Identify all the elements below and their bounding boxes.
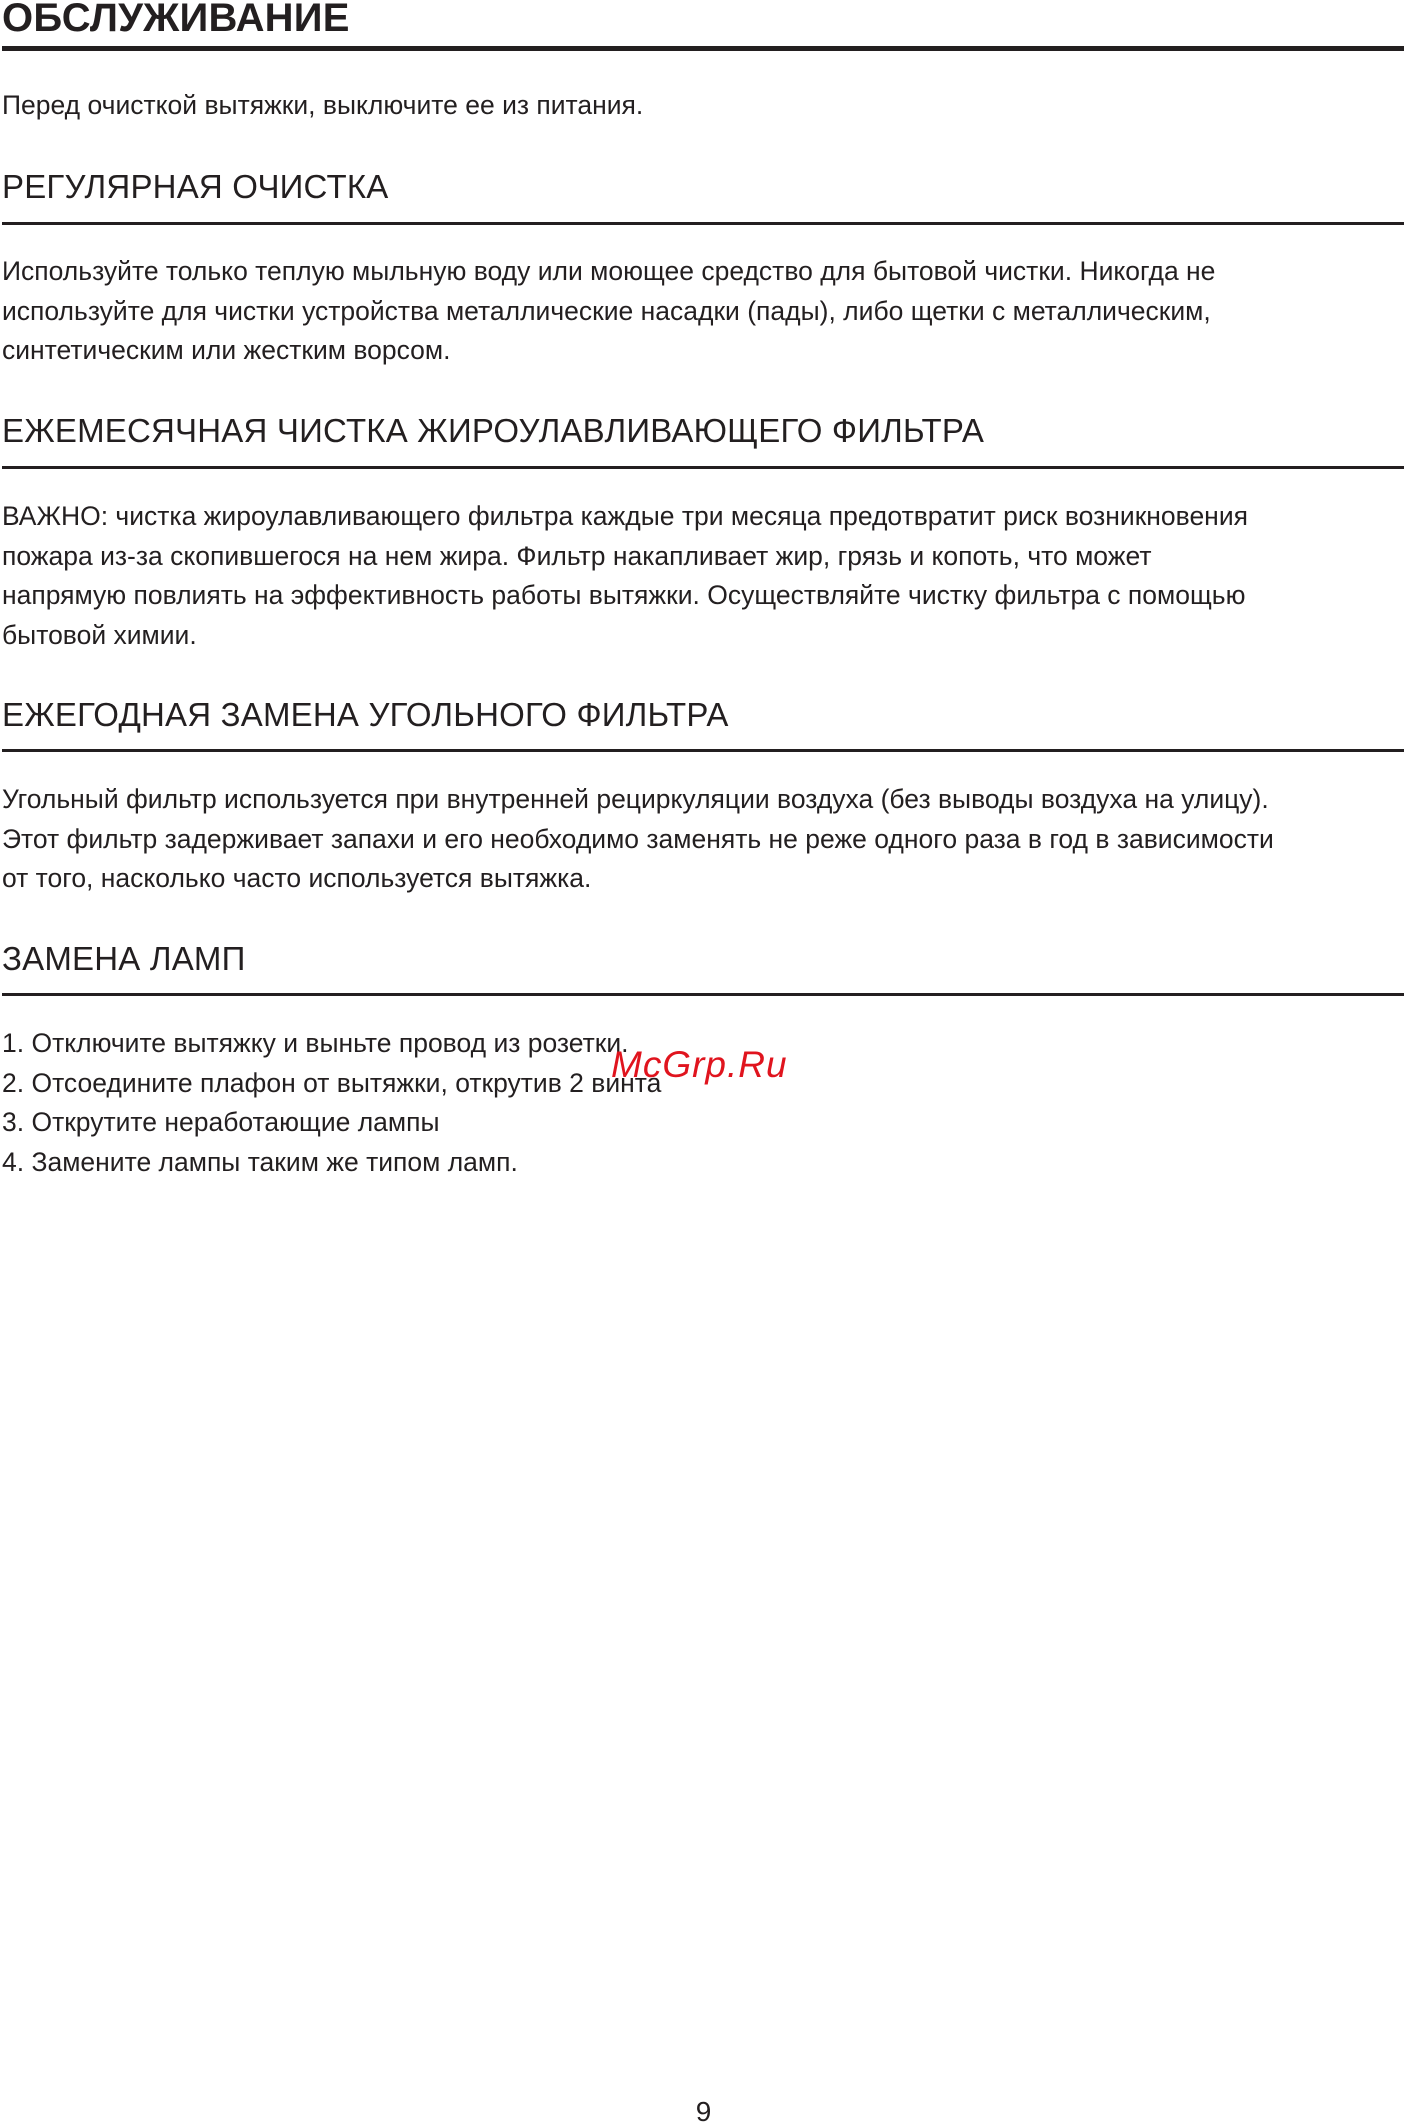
page-title: ОБСЛУЖИВАНИЕ	[2, 0, 350, 40]
section-divider	[2, 222, 1404, 225]
section-divider	[2, 749, 1404, 752]
section-body-regular-cleaning	[2, 252, 1404, 371]
body-line: пожара из-за скопившегося на нем жира. Фильтр накапливает жир, грязь и копоть, что может	[2, 540, 1152, 571]
watermark: McGrp.Ru	[611, 1044, 788, 1085]
section-divider	[2, 993, 1404, 996]
body-line: Этот фильтр задерживает запахи и его необходимо заменять не реже одного раза в год в зависимости	[2, 823, 1274, 854]
lamp-replacement-steps	[2, 1024, 661, 1182]
title-divider	[2, 46, 1404, 51]
list-item: 3. Открутите неработающие лампы	[2, 1107, 440, 1137]
list-item: 2. Отсоедините плафон от вытяжки, открутив 2 винта	[2, 1067, 662, 1098]
section-body-grease-filter	[2, 497, 1404, 655]
body-line: используйте для чистки устройства металлические насадки (пады), либо щетки с металлическим,	[2, 295, 1211, 326]
body-line: ВАЖНО: чистка жироулавливающего фильтра каждые три месяца предотвратит риск возникновения	[2, 501, 1248, 531]
body-line: Угольный фильтр используется при внутренней рециркуляции воздуха (без выводы воздуха на улицу).	[2, 784, 1269, 814]
body-line: синтетическим или жестким ворсом.	[2, 335, 451, 365]
section-heading-charcoal-filter: ЕЖЕГОДНАЯ ЗАМЕНА УГОЛЬНОГО ФИЛЬТРА	[2, 696, 729, 733]
section-heading-lamp-replacement: ЗАМЕНА ЛАМП	[2, 940, 246, 977]
intro-line: Перед очисткой вытяжки, выключите ее из питания.	[2, 90, 644, 120]
body-line: бытовой химии.	[2, 619, 197, 650]
body-line: от того, насколько часто используется вытяжка.	[2, 863, 592, 893]
intro-text	[2, 86, 1404, 126]
section-body-charcoal-filter	[2, 780, 1404, 899]
body-line: Используйте только теплую мыльную воду или моющее средство для бытовой чистки. Никогда не	[2, 256, 1216, 286]
page-number: 9	[695, 2096, 712, 2127]
section-heading-regular-cleaning: РЕГУЛЯРНАЯ ОЧИСТКА	[2, 168, 389, 205]
section-divider	[2, 466, 1404, 469]
section-heading-grease-filter: ЕЖЕМЕСЯЧНАЯ ЧИСТКА ЖИРОУЛАВЛИВАЮЩЕГО ФИЛЬТРА	[2, 412, 985, 449]
body-line: напрямую повлиять на эффективность работы вытяжки. Осуществляйте чистку фильтра с помощью	[2, 580, 1246, 610]
list-item: 4. Замените лампы таким же типом ламп.	[2, 1146, 518, 1177]
list-item: 1. Отключите вытяжку и выньте провод из розетки.	[2, 1028, 629, 1058]
